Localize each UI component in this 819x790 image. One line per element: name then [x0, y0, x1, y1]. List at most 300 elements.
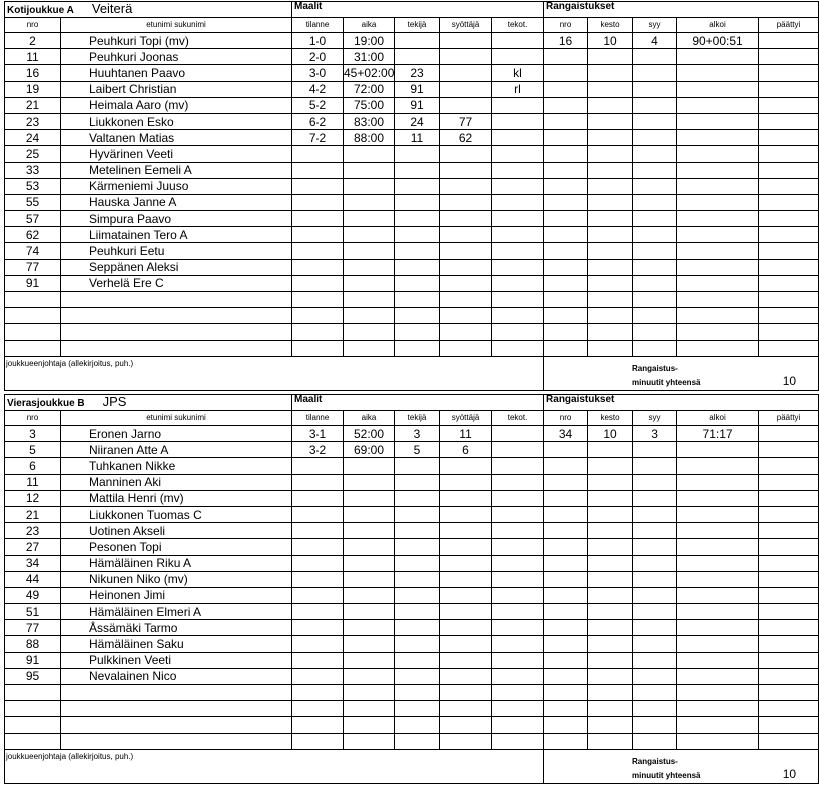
penalty-reason[interactable] [633, 474, 677, 490]
goal-scorer[interactable]: 11 [395, 130, 440, 146]
player-name[interactable]: Liukkonen Esko [61, 113, 292, 129]
penalty-reason[interactable] [633, 308, 677, 324]
penalty-player-number[interactable] [544, 652, 588, 668]
goal-scorer[interactable] [395, 340, 440, 356]
goal-type[interactable] [492, 178, 544, 194]
player-number[interactable]: 6 [5, 458, 61, 474]
player-number[interactable] [5, 733, 61, 749]
player-number[interactable] [5, 685, 61, 701]
player-name[interactable]: Laibert Christian [61, 81, 292, 97]
penalty-end[interactable] [759, 227, 819, 243]
penalty-player-number[interactable]: 34 [544, 426, 588, 442]
penalty-end[interactable] [759, 652, 819, 668]
penalty-start[interactable] [677, 227, 759, 243]
penalty-start[interactable] [677, 340, 759, 356]
goal-time[interactable] [344, 636, 395, 652]
penalty-end[interactable] [759, 587, 819, 603]
goal-time[interactable]: 31:00 [344, 49, 395, 65]
player-name[interactable]: Åssämäki Tarmo [61, 620, 292, 636]
goal-scorer[interactable] [395, 308, 440, 324]
goal-time[interactable] [344, 292, 395, 308]
goal-type[interactable] [492, 539, 544, 555]
penalty-end[interactable] [759, 701, 819, 717]
player-name[interactable]: Verhelä Ere C [61, 275, 292, 291]
penalty-duration[interactable] [588, 620, 633, 636]
penalty-minutes-total-value[interactable]: 10 [782, 373, 797, 388]
penalty-start[interactable] [677, 604, 759, 620]
penalty-player-number[interactable] [544, 194, 588, 210]
penalty-start[interactable] [677, 523, 759, 539]
player-name[interactable] [61, 324, 292, 340]
penalty-start[interactable] [677, 685, 759, 701]
player-name[interactable] [61, 701, 292, 717]
goal-scorer[interactable] [395, 587, 440, 603]
penalty-player-number[interactable] [544, 211, 588, 227]
goal-type[interactable] [492, 506, 544, 522]
penalty-duration[interactable] [588, 668, 633, 684]
penalty-duration[interactable] [588, 506, 633, 522]
player-name[interactable]: Simpura Paavo [61, 211, 292, 227]
goal-score[interactable]: 5-2 [292, 97, 344, 113]
team-manager-signature-field[interactable]: joukkueenjohtaja (allekirjoitus, puh.) [5, 356, 544, 390]
penalty-reason[interactable] [633, 130, 677, 146]
goal-scorer[interactable] [395, 458, 440, 474]
penalty-player-number[interactable] [544, 65, 588, 81]
goal-scorer[interactable] [395, 33, 440, 49]
penalty-start[interactable] [677, 506, 759, 522]
penalty-duration[interactable] [588, 587, 633, 603]
goal-score[interactable] [292, 506, 344, 522]
penalty-end[interactable] [759, 292, 819, 308]
penalty-end[interactable] [759, 604, 819, 620]
penalty-reason[interactable] [633, 733, 677, 749]
penalty-end[interactable] [759, 733, 819, 749]
penalty-player-number[interactable] [544, 442, 588, 458]
goal-scorer[interactable] [395, 636, 440, 652]
penalty-duration[interactable] [588, 604, 633, 620]
penalty-reason[interactable] [633, 523, 677, 539]
goal-scorer[interactable]: 91 [395, 97, 440, 113]
penalty-start[interactable] [677, 324, 759, 340]
penalty-player-number[interactable] [544, 146, 588, 162]
player-number[interactable]: 77 [5, 259, 61, 275]
penalty-start[interactable] [677, 113, 759, 129]
penalty-reason[interactable] [633, 685, 677, 701]
penalty-duration[interactable] [588, 733, 633, 749]
penalty-player-number[interactable] [544, 275, 588, 291]
penalty-duration[interactable] [588, 49, 633, 65]
penalty-duration[interactable] [588, 194, 633, 210]
goal-type[interactable]: rl [492, 81, 544, 97]
player-number[interactable]: 88 [5, 636, 61, 652]
goal-assist[interactable] [440, 523, 492, 539]
player-number[interactable]: 27 [5, 539, 61, 555]
goal-assist[interactable] [440, 733, 492, 749]
goal-type[interactable] [492, 636, 544, 652]
goal-score[interactable] [292, 668, 344, 684]
penalty-end[interactable] [759, 130, 819, 146]
goal-scorer[interactable] [395, 211, 440, 227]
goal-time[interactable]: 45+02:00 [344, 65, 395, 80]
goal-score[interactable] [292, 474, 344, 490]
penalty-player-number[interactable] [544, 685, 588, 701]
goal-time[interactable] [344, 490, 395, 506]
penalty-reason[interactable] [633, 162, 677, 178]
goal-score[interactable] [292, 211, 344, 227]
penalty-duration[interactable] [588, 308, 633, 324]
goal-assist[interactable] [440, 620, 492, 636]
penalty-end[interactable] [759, 113, 819, 129]
goal-type[interactable] [492, 652, 544, 668]
goal-time[interactable] [344, 162, 395, 178]
penalty-end[interactable] [759, 259, 819, 275]
penalty-player-number[interactable] [544, 523, 588, 539]
penalty-reason[interactable] [633, 490, 677, 506]
penalty-duration[interactable] [588, 162, 633, 178]
player-number[interactable]: 12 [5, 490, 61, 506]
goal-score[interactable]: 2-0 [292, 49, 344, 65]
goal-score[interactable] [292, 458, 344, 474]
penalty-start[interactable] [677, 587, 759, 603]
penalty-start[interactable] [677, 571, 759, 587]
goal-assist[interactable] [440, 604, 492, 620]
penalty-start[interactable] [677, 652, 759, 668]
goal-type[interactable] [492, 620, 544, 636]
penalty-reason[interactable]: 3 [633, 426, 677, 442]
player-number[interactable]: 57 [5, 211, 61, 227]
goal-scorer[interactable] [395, 194, 440, 210]
penalty-duration[interactable] [588, 701, 633, 717]
penalty-end[interactable] [759, 717, 819, 733]
penalty-player-number[interactable] [544, 113, 588, 129]
penalty-player-number[interactable] [544, 49, 588, 65]
penalty-end[interactable] [759, 81, 819, 97]
goal-type[interactable] [492, 211, 544, 227]
goal-scorer[interactable] [395, 162, 440, 178]
penalty-reason[interactable] [633, 97, 677, 113]
goal-time[interactable] [344, 194, 395, 210]
goal-scorer[interactable] [395, 490, 440, 506]
player-name[interactable]: Heinonen Jimi [61, 587, 292, 603]
goal-assist[interactable] [440, 652, 492, 668]
penalty-reason[interactable] [633, 701, 677, 717]
penalty-duration[interactable] [588, 490, 633, 506]
penalty-start[interactable] [677, 178, 759, 194]
penalty-end[interactable] [759, 442, 819, 458]
goal-score[interactable] [292, 340, 344, 356]
player-name[interactable] [61, 717, 292, 733]
penalty-player-number[interactable] [544, 259, 588, 275]
goal-type[interactable] [492, 324, 544, 340]
goal-type[interactable] [492, 292, 544, 308]
penalty-duration[interactable] [588, 81, 633, 97]
penalty-end[interactable] [759, 426, 819, 442]
penalty-player-number[interactable] [544, 474, 588, 490]
goal-score[interactable] [292, 636, 344, 652]
player-number[interactable]: 11 [5, 49, 61, 65]
goal-type[interactable] [492, 130, 544, 146]
goal-scorer[interactable] [395, 604, 440, 620]
goal-scorer[interactable]: 3 [395, 426, 440, 442]
penalty-start[interactable] [677, 717, 759, 733]
goal-scorer[interactable] [395, 324, 440, 340]
goal-score[interactable] [292, 539, 344, 555]
penalty-reason[interactable]: 4 [633, 33, 677, 49]
penalty-duration[interactable] [588, 113, 633, 129]
goal-scorer[interactable] [395, 555, 440, 571]
player-name[interactable]: Mattila Henri (mv) [61, 490, 292, 506]
penalty-duration[interactable] [588, 130, 633, 146]
goal-scorer[interactable] [395, 146, 440, 162]
penalty-player-number[interactable] [544, 733, 588, 749]
team-manager-signature-field[interactable]: joukkueenjohtaja (allekirjoitus, puh.) [5, 749, 544, 783]
penalty-duration[interactable] [588, 259, 633, 275]
goal-assist[interactable] [440, 458, 492, 474]
penalty-start[interactable] [677, 701, 759, 717]
goal-scorer[interactable] [395, 717, 440, 733]
goal-score[interactable] [292, 162, 344, 178]
penalty-duration[interactable] [588, 324, 633, 340]
penalty-end[interactable] [759, 490, 819, 506]
penalty-end[interactable] [759, 636, 819, 652]
goal-assist[interactable] [440, 685, 492, 701]
goal-time[interactable] [344, 668, 395, 684]
goal-score[interactable] [292, 571, 344, 587]
penalty-start[interactable] [677, 636, 759, 652]
player-name[interactable] [61, 340, 292, 356]
player-name[interactable]: Liimatainen Tero A [61, 227, 292, 243]
goal-score[interactable] [292, 652, 344, 668]
goal-type[interactable] [492, 275, 544, 291]
penalty-end[interactable] [759, 65, 819, 81]
player-number[interactable] [5, 292, 61, 308]
penalty-end[interactable] [759, 571, 819, 587]
player-number[interactable]: 49 [5, 587, 61, 603]
penalty-player-number[interactable] [544, 458, 588, 474]
penalty-duration[interactable] [588, 652, 633, 668]
goal-score[interactable] [292, 733, 344, 749]
penalty-reason[interactable] [633, 275, 677, 291]
player-name[interactable] [61, 733, 292, 749]
goal-assist[interactable] [440, 275, 492, 291]
goal-scorer[interactable] [395, 243, 440, 259]
player-name[interactable]: Uotinen Akseli [61, 523, 292, 539]
goal-assist[interactable] [440, 555, 492, 571]
goal-type[interactable] [492, 194, 544, 210]
penalty-minutes-total-value[interactable]: 10 [782, 766, 797, 781]
penalty-end[interactable] [759, 539, 819, 555]
penalty-end[interactable] [759, 178, 819, 194]
player-name[interactable]: Hämäläinen Riku A [61, 555, 292, 571]
goal-assist[interactable] [440, 490, 492, 506]
goal-score[interactable] [292, 178, 344, 194]
goal-time[interactable] [344, 308, 395, 324]
goal-type[interactable] [492, 308, 544, 324]
goal-score[interactable]: 4-2 [292, 81, 344, 97]
penalty-player-number[interactable] [544, 636, 588, 652]
penalty-duration[interactable] [588, 340, 633, 356]
goal-score[interactable] [292, 194, 344, 210]
goal-time[interactable] [344, 555, 395, 571]
goal-time[interactable] [344, 275, 395, 291]
goal-time[interactable] [344, 243, 395, 259]
penalty-reason[interactable] [633, 146, 677, 162]
penalty-reason[interactable] [633, 604, 677, 620]
penalty-duration[interactable] [588, 442, 633, 458]
player-name[interactable]: Nikunen Niko (mv) [61, 571, 292, 587]
player-number[interactable]: 5 [5, 442, 61, 458]
goal-score[interactable]: 3-0 [292, 65, 344, 81]
penalty-duration[interactable] [588, 717, 633, 733]
goal-type[interactable] [492, 146, 544, 162]
player-name[interactable] [61, 685, 292, 701]
penalty-duration[interactable] [588, 97, 633, 113]
player-name[interactable]: Heimala Aaro (mv) [61, 97, 292, 113]
penalty-end[interactable] [759, 474, 819, 490]
goal-assist[interactable] [440, 587, 492, 603]
penalty-duration[interactable] [588, 211, 633, 227]
goal-score[interactable] [292, 701, 344, 717]
goal-time[interactable] [344, 733, 395, 749]
penalty-reason[interactable] [633, 539, 677, 555]
penalty-end[interactable] [759, 506, 819, 522]
goal-score[interactable]: 6-2 [292, 113, 344, 129]
penalty-player-number[interactable] [544, 97, 588, 113]
player-name[interactable]: Hyvärinen Veeti [61, 146, 292, 162]
player-number[interactable] [5, 324, 61, 340]
goal-time[interactable] [344, 324, 395, 340]
goal-time[interactable]: 52:00 [344, 426, 395, 442]
penalty-reason[interactable] [633, 555, 677, 571]
penalty-reason[interactable] [633, 324, 677, 340]
goal-assist[interactable] [440, 701, 492, 717]
goal-type[interactable] [492, 555, 544, 571]
penalty-reason[interactable] [633, 227, 677, 243]
player-number[interactable]: 77 [5, 620, 61, 636]
player-name[interactable]: Hauska Janne A [61, 194, 292, 210]
penalty-duration[interactable] [588, 539, 633, 555]
player-number[interactable]: 91 [5, 652, 61, 668]
goal-score[interactable]: 7-2 [292, 130, 344, 146]
goal-score[interactable] [292, 685, 344, 701]
goal-time[interactable] [344, 701, 395, 717]
goal-type[interactable]: kl [492, 65, 544, 81]
goal-type[interactable] [492, 701, 544, 717]
player-number[interactable]: 55 [5, 194, 61, 210]
penalty-end[interactable] [759, 324, 819, 340]
penalty-end[interactable] [759, 340, 819, 356]
penalty-player-number[interactable] [544, 571, 588, 587]
goal-score[interactable] [292, 243, 344, 259]
player-number[interactable]: 33 [5, 162, 61, 178]
penalty-duration[interactable]: 10 [588, 33, 633, 49]
penalty-duration[interactable] [588, 227, 633, 243]
goal-assist[interactable]: 6 [440, 442, 492, 458]
goal-score[interactable] [292, 227, 344, 243]
goal-time[interactable] [344, 178, 395, 194]
goal-type[interactable] [492, 259, 544, 275]
goal-type[interactable] [492, 668, 544, 684]
goal-score[interactable] [292, 146, 344, 162]
penalty-reason[interactable] [633, 211, 677, 227]
goal-scorer[interactable] [395, 620, 440, 636]
goal-scorer[interactable]: 23 [395, 65, 440, 81]
penalty-player-number[interactable] [544, 324, 588, 340]
goal-scorer[interactable] [395, 701, 440, 717]
penalty-player-number[interactable] [544, 539, 588, 555]
penalty-end[interactable] [759, 49, 819, 65]
penalty-end[interactable] [759, 458, 819, 474]
penalty-start[interactable] [677, 162, 759, 178]
penalty-duration[interactable]: 10 [588, 426, 633, 442]
goal-assist[interactable] [440, 308, 492, 324]
penalty-reason[interactable] [633, 194, 677, 210]
goal-scorer[interactable] [395, 523, 440, 539]
goal-scorer[interactable]: 5 [395, 442, 440, 458]
penalty-start[interactable]: 90+00:51 [677, 33, 759, 49]
goal-assist[interactable] [440, 178, 492, 194]
goal-time[interactable]: 69:00 [344, 442, 395, 458]
penalty-player-number[interactable] [544, 340, 588, 356]
penalty-start[interactable] [677, 49, 759, 65]
penalty-start[interactable] [677, 130, 759, 146]
goal-score[interactable] [292, 292, 344, 308]
penalty-reason[interactable] [633, 340, 677, 356]
penalty-reason[interactable] [633, 259, 677, 275]
goal-type[interactable] [492, 162, 544, 178]
penalty-end[interactable] [759, 275, 819, 291]
goal-scorer[interactable] [395, 652, 440, 668]
player-number[interactable]: 24 [5, 130, 61, 146]
goal-type[interactable] [492, 49, 544, 65]
penalty-end[interactable] [759, 146, 819, 162]
penalty-reason[interactable] [633, 506, 677, 522]
goal-assist[interactable]: 77 [440, 113, 492, 129]
goal-type[interactable] [492, 243, 544, 259]
goal-score[interactable] [292, 604, 344, 620]
goal-type[interactable] [492, 426, 544, 442]
goal-time[interactable]: 75:00 [344, 97, 395, 113]
goal-scorer[interactable] [395, 571, 440, 587]
goal-type[interactable] [492, 717, 544, 733]
penalty-player-number[interactable] [544, 130, 588, 146]
goal-type[interactable] [492, 587, 544, 603]
goal-score[interactable] [292, 324, 344, 340]
player-name[interactable]: Valtanen Matias [61, 130, 292, 146]
player-name[interactable] [61, 308, 292, 324]
goal-score[interactable] [292, 620, 344, 636]
goal-time[interactable]: 19:00 [344, 33, 395, 49]
goal-time[interactable] [344, 506, 395, 522]
penalty-player-number[interactable] [544, 668, 588, 684]
penalty-start[interactable] [677, 442, 759, 458]
goal-assist[interactable] [440, 636, 492, 652]
goal-type[interactable] [492, 733, 544, 749]
goal-score[interactable]: 3-1 [292, 426, 344, 442]
goal-assist[interactable]: 11 [440, 426, 492, 442]
penalty-reason[interactable] [633, 636, 677, 652]
goal-score[interactable] [292, 490, 344, 506]
goal-time[interactable] [344, 259, 395, 275]
player-number[interactable]: 21 [5, 506, 61, 522]
penalty-duration[interactable] [588, 178, 633, 194]
goal-scorer[interactable] [395, 539, 440, 555]
goal-type[interactable] [492, 33, 544, 49]
penalty-start[interactable] [677, 555, 759, 571]
goal-score[interactable]: 3-2 [292, 442, 344, 458]
goal-time[interactable] [344, 146, 395, 162]
penalty-player-number[interactable] [544, 717, 588, 733]
